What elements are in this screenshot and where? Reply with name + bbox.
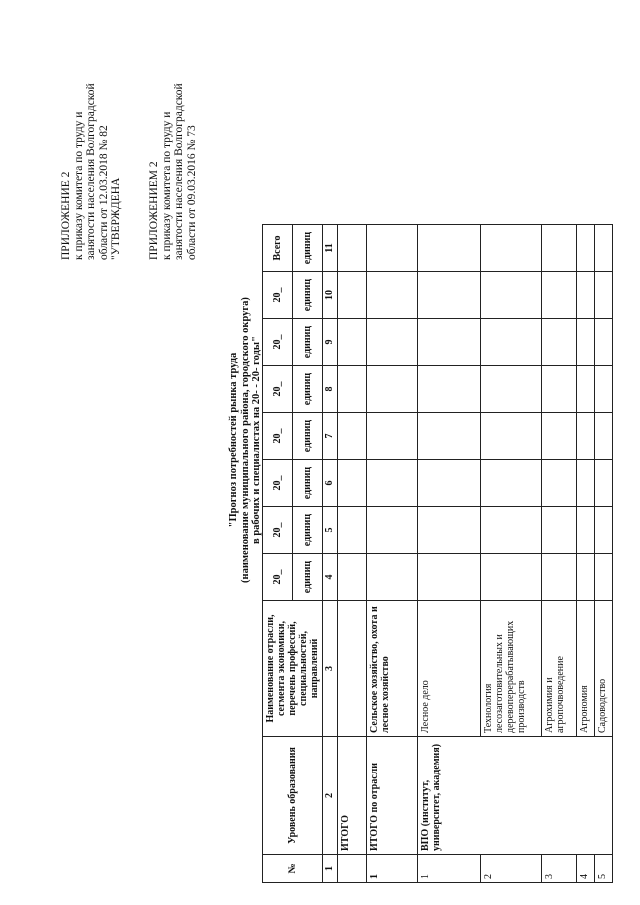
header-year: 20_ [263,366,293,413]
approved-label: "УТВЕРЖДЕНА [110,177,122,260]
header-num: № [263,855,323,883]
header-total: Всего [263,225,293,272]
row-name: Лесное дело [418,601,481,737]
row-level: ИТОГО [338,737,367,855]
appendix-line: ПРИЛОЖЕНИЕМ 2 [148,161,160,260]
row-num: 5 [595,855,613,883]
header-level: Уровень образования [263,737,323,855]
row-num: 1 [367,855,418,883]
column-index: 7 [323,413,338,460]
title-line: в рабочих и специалистах на 20- - 20- годы" [251,336,262,544]
header-year: 20_ [263,507,293,554]
appendix-line: области от 09.03.2016 № 73 [185,125,198,260]
row-name: Агрономия [577,601,595,737]
header-row [263,225,293,883]
row-name: Сельское хозяйство, охота и лесное хозяйство [367,601,418,737]
column-index: 6 [323,460,338,507]
appendix-line: области от 12.03.2018 № 82 [97,125,110,260]
forecast-table [262,224,613,883]
column-index: 9 [323,319,338,366]
unit-cell: единиц [293,507,323,554]
row-num: 1 [418,855,481,883]
unit-cell: единиц [293,319,323,366]
unit-cell: единиц [293,460,323,507]
column-index: 8 [323,366,338,413]
row-name: Агрохимия и агропочвоведение [542,601,577,737]
header-year: 20_ [263,272,293,319]
column-index: 10 [323,272,338,319]
row-num: 3 [542,855,577,883]
column-index: 5 [323,507,338,554]
appendix-line: к приказу комитета по труду и [160,111,173,260]
column-index: 2 [323,737,338,855]
appendix-line: к приказу комитета по труду и [72,111,85,260]
row-name: Технология лесозаготовительных и деревоперерабатывающих производств [481,601,542,737]
appendix-line: занятости населения Волгоградской [173,83,185,260]
appendix-header [60,83,110,260]
header-year: 20_ [263,460,293,507]
table-row-sector [367,225,418,883]
appendix-line: занятости населения Волгоградской [85,83,97,260]
column-index: 3 [323,601,338,737]
row-name [338,601,367,737]
table-row [418,225,481,883]
row-num: 4 [577,855,595,883]
column-index: 4 [323,554,338,601]
document-title [228,225,263,655]
table-row-total [338,225,367,883]
appendix-previous [148,83,198,260]
title-line: "Прогноз потребностей рынка труда [228,352,239,528]
row-level: ИТОГО по отрасли [367,737,418,855]
appendix-line: ПРИЛОЖЕНИЕ 2 [60,171,72,260]
column-index: 11 [323,225,338,272]
row-num: 2 [481,855,542,883]
row-level: ВПО (институт, университет, академия) [418,737,613,855]
unit-cell: единиц [293,225,323,272]
unit-cell: единиц [293,272,323,319]
header-year: 20_ [263,413,293,460]
row-num [338,855,367,883]
header-name: Наименование отрасли, сегмента экономики, перечень профессий, специальностей, направлений [263,601,323,737]
header-year: 20_ [263,319,293,366]
column-index-row [323,225,338,883]
unit-cell: единиц [293,554,323,601]
unit-cell: единиц [293,413,323,460]
unit-cell: единиц [293,366,323,413]
row-name: Садоводство [595,601,613,737]
title-line: (наименование муниципального района, городского округа) [239,297,251,583]
column-index: 1 [323,855,338,883]
header-year: 20_ [263,554,293,601]
